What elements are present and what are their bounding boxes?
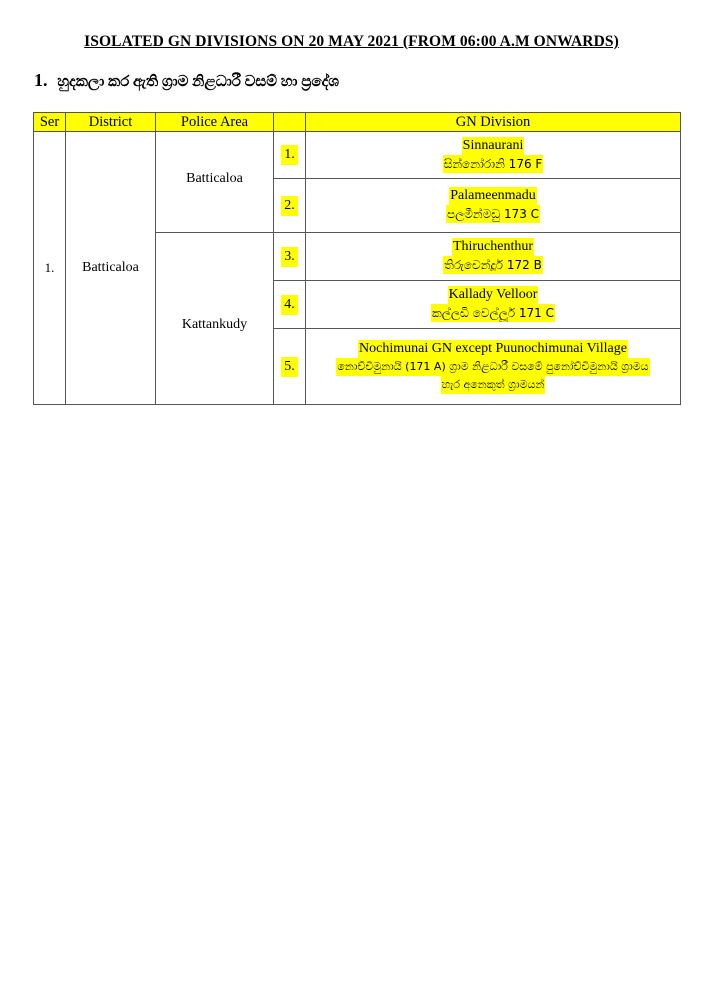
gn-name-en: Palameenmadu [450,188,536,203]
table-header-row [34,113,681,132]
row-index-cell [274,329,306,405]
gn-division-table [33,112,681,405]
gn-name-si: සින්නෝරානි 176 F [443,156,543,171]
ser-cell: 1. [34,132,66,405]
gn-division-cell [306,329,681,405]
gn-division-cell [306,179,681,233]
police-area-cell: Kattankudy [156,233,274,405]
gn-division-cell [306,281,681,329]
gn-name-si: නොච්චිමුනායි (171 A) ග්‍රාම නිළධාරී වසමේ පුනෝච්චිමුනායි ග්‍රාමය [336,358,649,376]
row-index-cell [274,179,306,233]
row-index: 1. [281,145,298,165]
gn-name-en: Sinnaurani [462,137,524,153]
header-police-area: Police Area [156,113,274,132]
section-heading [34,70,339,91]
header-gn-division: GN Division [306,113,681,132]
row-index: 3. [281,247,298,267]
row-index: 4. [281,295,298,315]
document-title: ISOLATED GN DIVISIONS ON 20 MAY 2021 (FROM 06:00 A.M ONWARDS) [84,33,619,50]
gn-name-si-continued: හැර අනෙකුත් ග්‍රාමයන් [441,376,546,394]
row-index: 5. [281,357,298,377]
gn-name-si: පලමීන්මඩු 173 C [446,207,540,221]
police-area-cell: Batticaloa [156,132,274,233]
gn-name-en: Kallady Velloor [448,287,538,302]
section-heading-text: හුදකලා කර ඇති ග්‍රාම නිළධාරී වසම් හා ප්‍රදේශ [57,74,339,90]
gn-name-si: කල්ලඩි වෙල්ලූර් 171 C [431,306,555,320]
gn-name-en: Thiruchenthur [452,239,534,254]
district-cell: Batticaloa [66,132,156,405]
section-number: 1. [34,70,48,90]
gn-division-cell [306,233,681,281]
row-index-cell [274,281,306,329]
row-index: 2. [281,196,298,216]
header-district: District [66,113,156,132]
header-index [274,113,306,132]
header-ser: Ser [34,113,66,132]
row-index-cell [274,233,306,281]
row-index-cell [274,132,306,179]
table-row [34,132,681,179]
gn-name-si: තිරුචෙන්දූර් 172 B [444,258,542,272]
gn-name-en: Nochimunai GN except Puunochimunai Village [359,340,627,356]
gn-division-cell [306,132,681,179]
